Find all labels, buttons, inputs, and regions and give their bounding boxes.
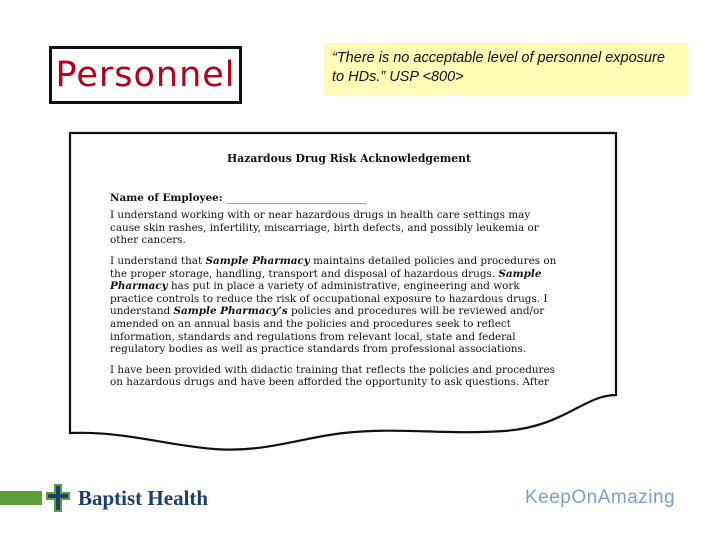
para-text: has put in place a variety of administrative, engineering and work practice controls to reduce the risk of occupational exposure to hazardous drugs. I understand [110, 280, 548, 318]
paragraph-training: I have been provided with didactic training that reflects the policies and procedures on hazardous drugs and have been afforded the opportunity to ask questions. After [110, 363, 555, 389]
document-body [110, 153, 560, 411]
para-text: maintains detailed policies and procedures on the proper storage, handling, transport and disposal of hazardous drugs. [110, 254, 557, 280]
employee-name-row [110, 192, 560, 205]
quote-callout: “There is no acceptable level of personnel exposure to HDs.” USP <800> [324, 43, 688, 95]
slide-title-box [49, 46, 242, 104]
pharmacy-name: Sample Pharmacy’s [173, 305, 288, 318]
para-text: I understand that [110, 254, 206, 267]
slide-title: Personnel [55, 55, 236, 95]
paragraph-risks: I understand working with or near hazardous drugs in health care settings may cause skin rashes, infertility, miscarriage, birth defects, and possibly leukemia or other cancers. [110, 209, 539, 247]
paragraph-policies [110, 255, 560, 356]
document-heading: Hazardous Drug Risk Acknowledgement [227, 153, 471, 165]
brand-name: Baptist Health [78, 485, 209, 510]
document-excerpt [64, 127, 624, 457]
tagline: KeepOnAmazing [525, 487, 676, 508]
employee-name-label: Name of Employee: [110, 191, 223, 204]
cross-icon [46, 484, 70, 512]
pharmacy-name: Sample Pharmacy [110, 267, 542, 293]
pharmacy-name: Sample Pharmacy [205, 254, 310, 267]
employee-name-line: ___________________________ [226, 191, 367, 204]
logo-green-bar [0, 491, 42, 505]
para-text: policies and procedures will be reviewed and/or amended on an annual basis and the policies and procedures seek to reflect information, standards and regulations from relevant local, state and federal regulatory bodies as well as practice standards from professional associations. [110, 305, 545, 356]
baptist-health-logo [0, 478, 208, 518]
